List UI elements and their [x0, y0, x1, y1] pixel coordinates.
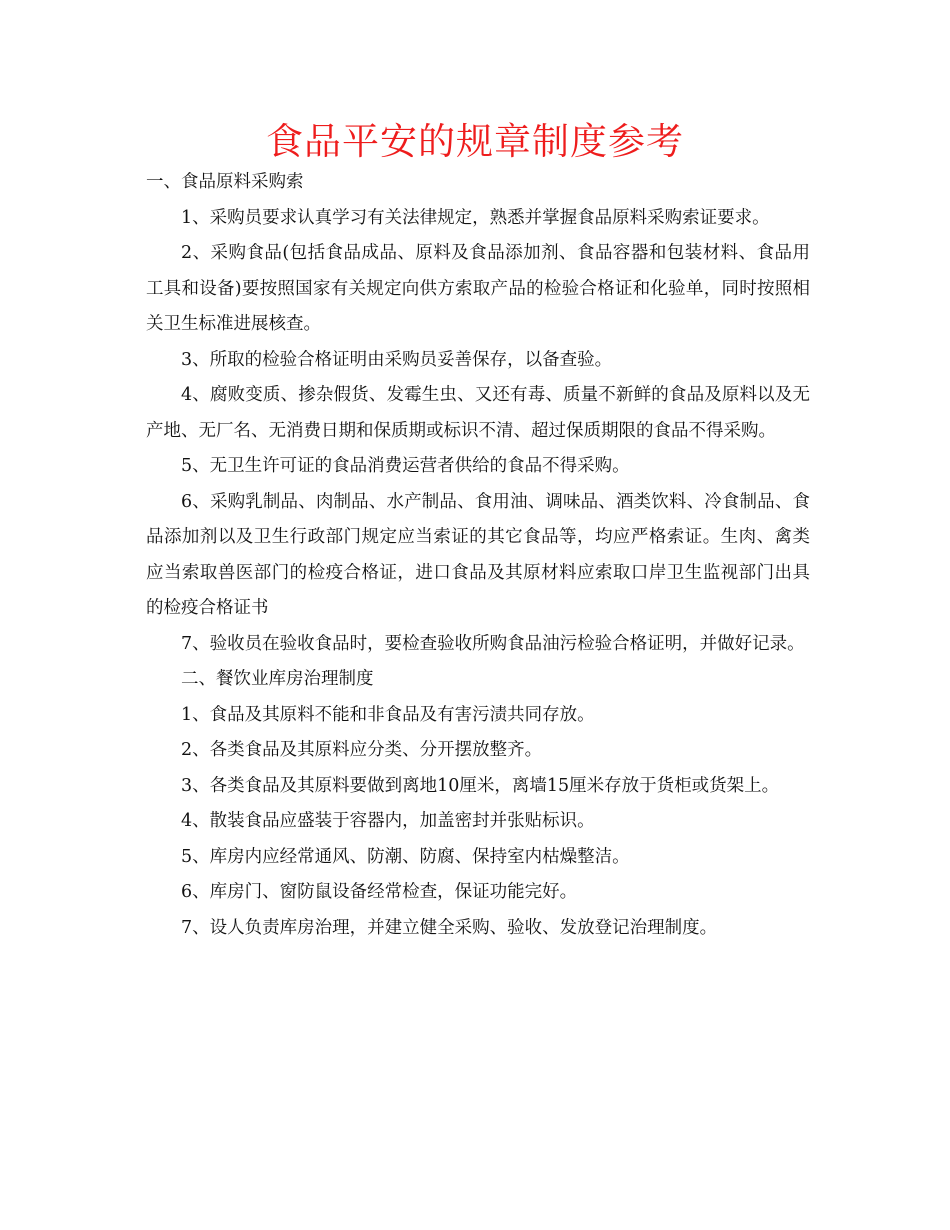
paragraph-1-5: 5、无卫生许可证的食品消费运营者供给的食品不得采购。 — [181, 456, 630, 476]
section-heading-2: 二、餐饮业库房治理制度 — [181, 669, 374, 689]
paragraph-2-6: 6、库房门、窗防鼠设备经常检查，保证功能完好。 — [181, 882, 578, 902]
document-body — [146, 165, 810, 946]
paragraph-1-7: 7、验收员在验收食品时，要检查验收所购食品油污检验合格证明，并做好记录。 — [181, 633, 805, 654]
paragraph-2-7: 7、设人负责库房治理，并建立健全采购、验收、发放登记治理制度。 — [181, 917, 718, 938]
section-heading-1: 一、食品原料采购索 — [146, 172, 304, 192]
paragraph-1-1: 1、采购员要求认真学习有关法律规定，熟悉并掌握食品原料采购索证要求。 — [181, 207, 770, 228]
paragraph-2-3: 3、各类食品及其原料要做到离地10厘米，离墙15厘米存放于货柜或货架上。 — [181, 775, 780, 796]
document-title: 食品平安的规章制度参考 — [266, 120, 684, 163]
paragraph-1-2: 2、采购食品(包括食品成品、原料及食品添加剂、食品容器和包装材料、食品用工具和设备)要按照国家有关规定向供方索取产品的检验合格证和化验单，同时按照相关卫生标准进展核查。 — [146, 243, 810, 334]
paragraph-2-2: 2、各类食品及其原料应分类、分开摆放整齐。 — [181, 740, 543, 760]
paragraph-2-5: 5、库房内应经常通风、防潮、防腐、保持室内枯燥整洁。 — [181, 846, 630, 867]
paragraph-1-6: 6、采购乳制品、肉制品、水产制品、食用油、调味品、酒类饮料、冷食制品、食品添加剂以及卫生行政部门规定应当索证的其它食品等，均应严格索证。生肉、禽类应当索取兽医部门的检疫合格证，进口食品及其原材料应索取口岸卫生监视部门出具的检疫合格证书 — [146, 491, 810, 618]
paragraph-2-1: 1、食品及其原料不能和非食品及有害污渍共同存放。 — [181, 704, 595, 725]
paragraph-2-4: 4、散装食品应盛装于容器内，加盖密封并张贴标识。 — [181, 811, 595, 831]
paragraph-1-3: 3、所取的检验合格证明由采购员妥善保存，以备查验。 — [181, 349, 613, 370]
paragraph-1-4: 4、腐败变质、掺杂假货、发霉生虫、又还有毒、质量不新鲜的食品及原料以及无产地、无厂名、无消费日期和保质期或标识不清、超过保质期限的食品不得采购。 — [146, 385, 810, 441]
